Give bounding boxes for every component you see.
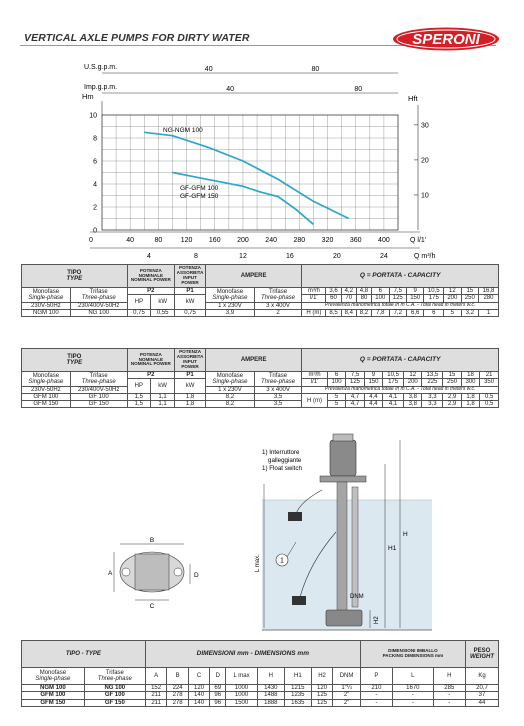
dim-cell: 120: [188, 685, 209, 692]
col-header: B: [167, 668, 188, 685]
pump-body: [326, 610, 362, 626]
head-cell: 3,2: [461, 309, 478, 316]
kw-label: kW: [175, 295, 206, 310]
head-cell: 5: [444, 309, 461, 316]
q-cell: 250: [461, 295, 478, 302]
y-tick-label: 10: [89, 112, 97, 120]
dim-cell: -: [433, 699, 465, 706]
dim-cell: 125: [311, 699, 332, 706]
x-tick-label: 200: [237, 237, 249, 244]
trifase-label: Trifase: [105, 669, 124, 676]
dim-cell: 211: [145, 692, 166, 699]
head-cell: 4,7: [346, 393, 364, 400]
mount-hole: [122, 568, 130, 576]
table-row: [22, 685, 499, 692]
monofase-label: Monofase: [216, 372, 244, 379]
l1-label: l/1': [302, 379, 328, 386]
y-axis-label: Hm: [82, 92, 94, 101]
head-cell: 2,9: [443, 401, 461, 408]
hft-tick-label: 20: [421, 157, 429, 165]
q-cell: 225: [422, 379, 443, 386]
q-cell: 12: [444, 288, 461, 295]
x-tick-label: 80: [154, 237, 163, 244]
tipo-label: TIPO: [67, 269, 82, 276]
logo-text: SPERONI: [412, 31, 480, 48]
hp-value: 0,75: [127, 309, 151, 316]
x-tick-label: 160: [208, 237, 221, 244]
series-label: NG-NGM 100: [163, 127, 203, 134]
q-cell: 280: [479, 295, 499, 302]
m3h-axis-label: Q m³/h: [414, 253, 436, 260]
col-header: H: [257, 668, 284, 685]
col-header: D: [210, 668, 226, 685]
amp-three: 3,5: [254, 401, 301, 408]
usgpm-tick-label: 40: [204, 66, 213, 73]
q-cell: 80: [356, 295, 371, 302]
impgpm-tick-label: 80: [354, 86, 363, 93]
dim-cell: 210: [360, 685, 392, 692]
p2-label: P2: [127, 288, 174, 295]
monofase-label: Monofase: [32, 288, 60, 295]
col-header: A: [145, 668, 166, 685]
dimensions-table: [21, 640, 499, 707]
h2-label: H2: [374, 616, 380, 624]
dim-cell: 69: [210, 685, 226, 692]
a-label: A: [108, 570, 113, 577]
dim-cell: 1635: [284, 699, 311, 706]
trifase-label: Trifase: [89, 372, 108, 379]
model-single: GFM 150: [22, 401, 71, 408]
col-header: H: [433, 668, 465, 685]
hp-value: 1,5: [127, 401, 150, 408]
p1-value: 0,75: [175, 309, 206, 316]
dim-cell: 278: [167, 699, 188, 706]
col-header: C: [188, 668, 209, 685]
p1-value: 1,8: [175, 393, 206, 400]
col-header: DNM: [333, 668, 361, 685]
head-cell: 2,9: [443, 393, 461, 400]
voltage-3x400: 3 x 400V: [254, 386, 301, 393]
dim-cell: 120: [311, 685, 332, 692]
shaft-column: [337, 482, 347, 612]
amp-single: 8,2: [206, 401, 255, 408]
series-label: GF-GFM 100: [180, 185, 219, 192]
x-tick-label: 240: [265, 237, 277, 244]
capacity-header: Q = PORTATA - CAPACITY: [302, 265, 499, 288]
nominal-power-header: POTENZA NOMINALE NOMINAL POWER: [127, 349, 174, 372]
model-three: GF 150: [84, 699, 145, 706]
q-cell: 6: [327, 372, 345, 379]
single-phase-label: Single-phase: [28, 294, 64, 301]
kw-label: kW: [151, 295, 175, 310]
dim-cell: 1235: [284, 692, 311, 699]
q-cell: 6: [372, 288, 389, 295]
hft-tick-label: 30: [421, 122, 429, 130]
dim-cell: 2": [333, 699, 361, 706]
model-three: NG 100: [84, 685, 145, 692]
m3h-tick-label: 20: [333, 253, 341, 260]
head-cell: 5: [327, 393, 345, 400]
head-cell: 1: [479, 309, 499, 316]
dim-cell: 96: [210, 692, 226, 699]
dim-cell: 37: [466, 692, 499, 699]
ng-performance-table: [21, 264, 499, 317]
kw-value: 0,55: [151, 309, 175, 316]
q-cell: 13,5: [422, 372, 443, 379]
type-label: TYPE: [66, 360, 83, 366]
impgpm-tick-label: 40: [226, 86, 235, 93]
head-cell: 4,7: [346, 401, 364, 408]
col-header: Kg: [466, 668, 499, 685]
h1-label: H1: [388, 545, 397, 552]
amp-three: 3,5: [254, 393, 301, 400]
series-curve: [144, 132, 348, 218]
x-tick-label: 320: [321, 237, 334, 244]
head-cell: 8,2: [356, 309, 371, 316]
impgpm-label: Imp.g.p.m.: [84, 84, 118, 91]
kw-label: kW: [175, 379, 206, 394]
q-cell: 250: [443, 379, 461, 386]
x-tick-label: 0: [89, 237, 93, 244]
three-phase-label: Three-phase: [261, 294, 296, 301]
col-header: H1: [284, 668, 311, 685]
amp-single: 8,2: [206, 393, 255, 400]
dimensions-header: DIMENSIONI mm - DIMENSIONS mm: [145, 641, 360, 668]
x-axis-label: Q l/1': [410, 237, 427, 244]
voltage-single: 230V-50Hz: [22, 302, 71, 309]
head-cell: 4,4: [364, 393, 382, 400]
trifase-label: Trifase: [89, 288, 108, 295]
voltage-single: 230V-50Hz: [22, 386, 71, 393]
dim-cell: 224: [167, 685, 188, 692]
model-single: GFM 150: [22, 699, 85, 706]
gf-performance-table: [21, 348, 499, 408]
trifase-label: Trifase: [268, 372, 288, 379]
head-cell: 5: [327, 401, 345, 408]
y-tick-label: 2: [93, 204, 97, 212]
note-line2: galleggiante: [268, 457, 302, 464]
dim-cell: 278: [167, 692, 188, 699]
three-phase-label: Three-phase: [81, 378, 116, 385]
single-phase-label: Single-phase: [28, 378, 64, 385]
q-cell: 125: [346, 379, 364, 386]
x-tick-label: 280: [293, 237, 306, 244]
q-cell: 9: [364, 372, 382, 379]
head-label: H (m): [302, 309, 326, 316]
dnm-label: DNM: [350, 594, 364, 600]
head-cell: 3,8: [404, 401, 422, 408]
q-cell: 4,8: [356, 288, 371, 295]
head-note: Prevalenza manometrica totale in m C.A. - Total head in meters w.c.: [302, 386, 499, 393]
col-header: L: [393, 668, 434, 685]
y-tick-label: 0: [93, 227, 97, 235]
mount-hole: [174, 568, 182, 576]
q-cell: 15: [461, 288, 478, 295]
head-cell: 0,5: [480, 401, 499, 408]
float-switch-top: [288, 512, 302, 521]
head-cell: 4,1: [383, 393, 404, 400]
q-cell: 15: [443, 372, 461, 379]
float-switch-bottom: [292, 596, 306, 605]
y-tick-label: 6: [93, 158, 97, 166]
page-header: [0, 27, 524, 51]
head-cell: 3,8: [404, 393, 422, 400]
q-cell: 100: [327, 379, 345, 386]
type-label: TYPE: [66, 276, 83, 282]
dim-cell: 140: [188, 692, 209, 699]
q-cell: 18: [461, 372, 479, 379]
table-row: [22, 699, 499, 706]
dim-cell: 2": [333, 692, 361, 699]
q-cell: 4,2: [341, 288, 356, 295]
dim-cell: 1670: [393, 685, 434, 692]
hp-label: HP: [127, 295, 151, 310]
peso-header: PESO: [473, 647, 491, 654]
monofase-label: Monofase: [216, 288, 244, 295]
m3h-label: m³/h: [302, 288, 326, 295]
q-cell: 300: [461, 379, 479, 386]
y-tick-label: 4: [93, 181, 97, 189]
nominal-power-header: POTENZA NOMINALE NOMINAL POWER: [127, 265, 174, 288]
x-tick-label: 120: [180, 237, 193, 244]
voltage-three: 230/400V-50Hz: [70, 302, 127, 309]
dim-cell: 1430: [257, 685, 284, 692]
head-cell: 6,6: [406, 309, 423, 316]
dim-cell: 96: [210, 699, 226, 706]
head-cell: 4,1: [383, 401, 404, 408]
head-cell: 0,5: [480, 393, 499, 400]
hft-axis-label: Hft: [408, 94, 418, 103]
single-phase-label: Single-phase: [35, 676, 71, 682]
x-tick-label: 40: [126, 237, 135, 244]
m3h-tick-label: 4: [147, 253, 151, 260]
voltage-1x230: 1 x 230V: [206, 302, 255, 309]
q-cell: 10,5: [383, 372, 404, 379]
model-three: GF 100: [84, 692, 145, 699]
head-cell: 3,3: [422, 393, 443, 400]
head-cell: 8,4: [341, 309, 356, 316]
q-cell: 9: [406, 288, 423, 295]
dim-cell: 152: [145, 685, 166, 692]
m3h-tick-label: 24: [380, 253, 388, 260]
pump-dimension-drawing: [0, 432, 524, 642]
col-header: P: [360, 668, 392, 685]
q-cell: 175: [424, 295, 444, 302]
q-cell: 350: [480, 379, 499, 386]
col-header: L max: [226, 668, 258, 685]
head-cell: 7,8: [372, 309, 389, 316]
dim-cell: 20,7: [466, 685, 499, 692]
motor-body: [330, 440, 356, 476]
voltage-1x230: 1 x 230V: [206, 386, 255, 393]
chart-curves: [144, 127, 348, 224]
trifase-label: Trifase: [268, 288, 288, 295]
dim-cell: 140: [188, 699, 209, 706]
input-power-header: POTENZA ASSORBITA INPUT POWER: [175, 265, 206, 288]
single-phase-label: Single-phase: [212, 294, 248, 301]
q-cell: 21: [480, 372, 499, 379]
monofase-label: Monofase: [39, 669, 67, 676]
page-title: VERTICAL AXLE PUMPS FOR DIRTY WATER: [24, 32, 250, 44]
p2-label: P2: [127, 372, 174, 379]
q-cell: 60: [326, 295, 341, 302]
dim-cell: -: [360, 699, 392, 706]
q-cell: 150: [406, 295, 423, 302]
hp-value: 1,5: [127, 393, 150, 400]
h-label: H: [403, 531, 408, 538]
q-cell: 200: [444, 295, 461, 302]
capacity-header: Q = PORTATA - CAPACITY: [302, 349, 499, 372]
amp-single: 3,9: [206, 309, 255, 316]
q-cell: 175: [383, 379, 404, 386]
dim-cell: -: [393, 699, 434, 706]
note-line3: 1) Float switch: [262, 465, 302, 472]
three-phase-label: Three-phase: [261, 378, 296, 385]
p1-label: P1: [175, 372, 206, 379]
table-row: [22, 692, 499, 699]
head-cell: 6: [424, 309, 444, 316]
m3h-tick-label: 12: [239, 253, 247, 260]
packing-header-en: PACKING DIMENSIONS mm: [382, 653, 444, 658]
kw-value: 1,1: [151, 393, 175, 400]
head-cell: 1,8: [461, 401, 479, 408]
usgpm-tick-label: 80: [311, 66, 320, 73]
three-phase-label: Three-phase: [81, 294, 116, 301]
model-three: GF 150: [70, 401, 127, 408]
packing-header: DIMENSIONI IMBALLO: [388, 648, 438, 654]
q-cell: 70: [341, 295, 356, 302]
dim-cell: -: [360, 692, 392, 699]
y-tick-label: 8: [93, 135, 97, 143]
dim-cell: 1500: [226, 699, 258, 706]
head-note: Prevalenza manometrica totale in m C.A. - Total head in meters w.c.: [302, 302, 499, 309]
dim-cell: 211: [145, 699, 166, 706]
tipo-type-header: TIPO - TYPE: [22, 641, 146, 668]
note-line1: 1) Interruttore: [262, 449, 300, 456]
x-tick-label: 360: [349, 237, 362, 244]
hp-label: HP: [127, 379, 150, 394]
col-header: H2: [311, 668, 332, 685]
p1-value: 1,8: [175, 401, 206, 408]
q-cell: 16,8: [479, 288, 499, 295]
amp-three: 2: [254, 309, 301, 316]
three-phase-label: Three-phase: [97, 676, 132, 682]
c-label: C: [149, 603, 155, 610]
delivery-pipe: [352, 487, 358, 607]
callout-number: 1: [280, 557, 284, 565]
usgpm-label: U.S.g.p.m.: [84, 64, 118, 71]
dim-cell: 1000: [226, 692, 258, 699]
voltage-3x400: 3 x 400V: [254, 302, 301, 309]
head-cell: 4,4: [364, 401, 382, 408]
single-phase-label: Single-phase: [212, 378, 248, 385]
lmax-label: L max.: [255, 554, 261, 572]
weight-header: WEIGHT: [470, 654, 494, 660]
dim-cell: 1888: [257, 699, 284, 706]
dim-cell: 1000: [226, 685, 258, 692]
pump-plan-body: [135, 554, 169, 590]
head-cell: 8,5: [326, 309, 341, 316]
d-label: D: [194, 572, 199, 579]
voltage-three: 230/400V-50Hz: [70, 386, 127, 393]
head-label: H (m): [302, 393, 328, 408]
kw-value: 1,1: [151, 401, 175, 408]
hft-tick-label: 10: [421, 192, 429, 200]
model-single: NGM 100: [22, 685, 85, 692]
model-three: NG 100: [70, 309, 127, 316]
head-cell: 1,8: [461, 393, 479, 400]
speroni-logo: [392, 27, 500, 51]
kw-label: kW: [151, 379, 175, 394]
q-cell: 125: [389, 295, 406, 302]
dim-cell: 44: [466, 699, 499, 706]
q-cell: 200: [404, 379, 422, 386]
b-label: B: [149, 537, 155, 544]
dim-cell: 1488: [257, 692, 284, 699]
dim-cell: -: [433, 692, 465, 699]
ampere-header: AMPERE: [206, 349, 302, 372]
head-cell: 3,3: [422, 401, 443, 408]
q-cell: 10,5: [424, 288, 444, 295]
q-cell: 7,5: [389, 288, 406, 295]
q-cell: 100: [372, 295, 389, 302]
dim-cell: -: [393, 692, 434, 699]
model-single: GFM 100: [22, 393, 71, 400]
model-three: GF 100: [70, 393, 127, 400]
model-single: NGM 100: [22, 309, 71, 316]
q-cell: 7,5: [346, 372, 364, 379]
tipo-label: TIPO: [67, 353, 82, 360]
model-single: GFM 100: [22, 692, 85, 699]
l1-label: l/1': [302, 295, 326, 302]
dim-cell: 1215: [284, 685, 311, 692]
q-cell: 3,6: [326, 288, 341, 295]
head-cell: 7,2: [389, 309, 406, 316]
chart-axes: [82, 64, 435, 260]
input-power-header: POTENZA ASSORBITA INPUT POWER: [175, 349, 206, 372]
m3h-tick-label: 16: [286, 253, 294, 260]
x-tick-label: 400: [378, 237, 390, 244]
dim-cell: 125: [311, 692, 332, 699]
q-cell: 12: [404, 372, 422, 379]
p1-label: P1: [175, 288, 206, 295]
monofase-label: Monofase: [32, 372, 60, 379]
dim-cell: 285: [433, 685, 465, 692]
m3h-label: m³/h: [302, 372, 328, 379]
dim-cell: 1"¼: [333, 685, 361, 692]
m3h-tick-label: 8: [194, 253, 198, 260]
mounting-flange: [320, 476, 366, 482]
q-cell: 150: [364, 379, 382, 386]
ampere-header: AMPERE: [206, 265, 302, 288]
series-label: GF-GFM 150: [180, 193, 219, 200]
motor-cap: [333, 434, 353, 441]
